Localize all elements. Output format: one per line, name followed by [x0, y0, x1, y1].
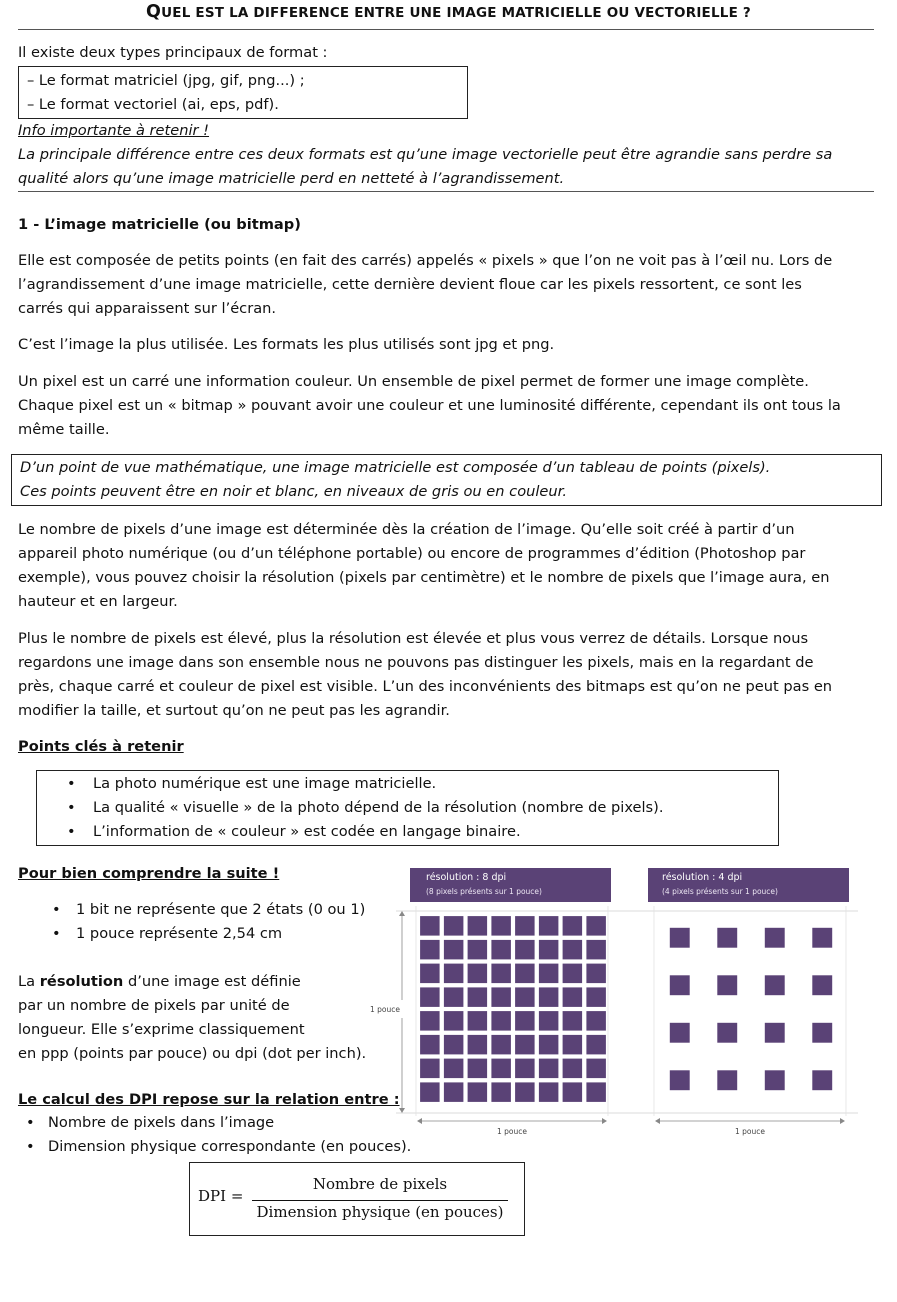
pixel-square	[717, 1070, 737, 1090]
section-heading: 1 - L’image matricielle (ou bitmap)	[18, 216, 301, 233]
pixel-square	[539, 916, 559, 936]
pixel-square	[539, 1082, 559, 1102]
resolution-line: longueur. Elle s’exprime classiquement	[18, 1021, 305, 1038]
pixel-square	[515, 1059, 535, 1079]
pixel-square	[563, 916, 583, 936]
pixel-square	[563, 1082, 583, 1102]
dimension-label: 1 pouce	[370, 1005, 400, 1014]
pixel-square	[539, 940, 559, 960]
paragraph-line: Le nombre de pixels d’une image est déterminée dès la création de l’image. Qu’elle soit créé à partir d’un	[18, 521, 795, 538]
pixel-square	[717, 1023, 737, 1043]
pixel-square	[444, 1059, 464, 1079]
pixel-square	[515, 1082, 535, 1102]
pixel-square	[444, 1035, 464, 1055]
key-points-heading: Points clés à retenir	[18, 738, 184, 755]
pixel-square	[420, 940, 440, 960]
pixel-square	[491, 1082, 511, 1102]
pixel-square	[515, 916, 535, 936]
calc-item: • Nombre de pixels dans l’image	[18, 1111, 411, 1135]
pixel-square	[515, 987, 535, 1007]
pixel-square	[586, 964, 606, 984]
pixel-square	[444, 940, 464, 960]
pixel-square	[563, 1059, 583, 1079]
pixel-grid-8dpi	[420, 916, 606, 1102]
pixel-square	[491, 964, 511, 984]
title-divider	[18, 29, 874, 30]
pixel-square	[586, 987, 606, 1007]
pixel-square	[468, 1059, 488, 1079]
pixel-square	[670, 975, 690, 995]
pixel-square	[515, 1011, 535, 1031]
arrow-head	[417, 1118, 422, 1124]
fraction-bar	[252, 1200, 508, 1201]
pixel-square	[586, 1011, 606, 1031]
pixel-square	[468, 1011, 488, 1031]
formula-lhs: DPI =	[198, 1187, 244, 1205]
paragraph-line: appareil photo numérique (ou d’un téléphone portable) ou encore de programmes d’édition (Photoshop par	[18, 545, 806, 562]
pixel-square	[515, 964, 535, 984]
resolution-line: La résolution d’une image est définie	[18, 973, 301, 990]
paragraph-line: Elle est composée de petits points (en fait des carrés) appelés « pixels » que l’on ne voit pas à l’œil nu. Lors de	[18, 252, 833, 269]
panel-title: résolution : 4 dpi	[662, 872, 743, 883]
pixel-square	[491, 940, 511, 960]
paragraph-line: l’agrandissement d’une image matricielle, cette dernière devient floue car les pixels ressortent, ce sont les	[18, 276, 802, 293]
key-points-list	[37, 771, 778, 844]
key-point-item: • L’information de « couleur » est codée en langage binaire.	[37, 820, 778, 844]
pixel-square	[420, 987, 440, 1007]
pixel-square	[420, 1035, 440, 1055]
pixel-square	[444, 964, 464, 984]
pixel-square	[444, 987, 464, 1007]
math-definition-box	[11, 454, 882, 506]
paragraph-line: Chaque pixel est un « bitmap » pouvant avoir une couleur et une luminosité différente, cependant ils ont tous la	[18, 397, 841, 414]
pixel-square	[765, 1023, 785, 1043]
pixel-square	[586, 940, 606, 960]
panel-title: résolution : 8 dpi	[426, 872, 507, 883]
paragraph-line: C’est l’image la plus utilisée. Les formats les plus utilisés sont jpg et png.	[18, 336, 555, 353]
pixel-square	[586, 916, 606, 936]
key-point-item: • La qualité « visuelle » de la photo dépend de la résolution (nombre de pixels).	[37, 796, 778, 820]
panel-subtitle: (8 pixels présents sur 1 pouce)	[426, 887, 542, 896]
dimension-label: 1 pouce	[735, 1127, 765, 1136]
pixel-square	[586, 1035, 606, 1055]
pixel-square	[586, 1082, 606, 1102]
dpi-formula-box	[189, 1162, 525, 1236]
understand-item: • 1 pouce représente 2,54 cm	[18, 922, 365, 946]
pixel-square	[812, 1070, 832, 1090]
formats-box	[18, 66, 468, 119]
paragraph-line: regardons une image dans son ensemble nous ne pouvons pas distinguer les pixels, mais en la regardant de	[18, 654, 814, 671]
pixel-square	[420, 1059, 440, 1079]
pixel-square	[717, 928, 737, 948]
info-line: La principale différence entre ces deux formats est qu’une image vectorielle peut être agrandie sans perdre sa	[18, 146, 833, 163]
resolution-figure	[356, 866, 862, 1138]
pixel-square	[563, 964, 583, 984]
format-vector: – Le format vectoriel (ai, eps, pdf).	[27, 96, 279, 113]
pixel-square	[563, 1011, 583, 1031]
pixel-square	[563, 1035, 583, 1055]
pixel-square	[468, 1082, 488, 1102]
key-point-item: • La photo numérique est une image matricielle.	[37, 772, 778, 796]
dimension-label: 1 pouce	[497, 1127, 527, 1136]
pixel-square	[491, 916, 511, 936]
arrow-head	[602, 1118, 607, 1124]
pixel-square	[539, 1011, 559, 1031]
resolution-line: en ppp (points par pouce) ou dpi (dot per inch).	[18, 1045, 367, 1062]
pixel-square	[717, 975, 737, 995]
pixel-square	[563, 940, 583, 960]
pixel-square	[812, 928, 832, 948]
formula-numerator: Nombre de pixels	[312, 1175, 448, 1193]
math-line: D’un point de vue mathématique, une image matricielle est composée d’un tableau de points (pixels).	[20, 459, 771, 476]
paragraph-line: modifier la taille, et surtout qu’on ne peut pas les agrandir.	[18, 702, 450, 719]
paragraph-line: hauteur et en largeur.	[18, 593, 178, 610]
arrow-head	[399, 911, 405, 916]
pixel-square	[491, 1011, 511, 1031]
pixel-square	[420, 1011, 440, 1031]
pixel-square	[670, 1023, 690, 1043]
resolution-line: par un nombre de pixels par unité de	[18, 997, 290, 1014]
understand-item: • 1 bit ne représente que 2 états (0 ou 1)	[18, 898, 365, 922]
pixel-square	[468, 940, 488, 960]
pixel-square	[539, 987, 559, 1007]
pixel-square	[812, 975, 832, 995]
pixel-square	[670, 928, 690, 948]
pixel-square	[468, 964, 488, 984]
pixel-square	[444, 916, 464, 936]
pixel-square	[444, 1082, 464, 1102]
pixel-grid-4dpi	[670, 928, 832, 1090]
arrow-head	[399, 1108, 405, 1113]
pixel-square	[586, 1059, 606, 1079]
pixel-square	[539, 964, 559, 984]
understand-list	[18, 898, 365, 946]
pixel-square	[515, 940, 535, 960]
pixel-square	[812, 1023, 832, 1043]
pixel-square	[420, 916, 440, 936]
pixel-square	[444, 1011, 464, 1031]
paragraph-line: carrés qui apparaissent sur l’écran.	[18, 300, 277, 317]
info-label: Info importante à retenir !	[18, 122, 210, 139]
paragraph-line: Plus le nombre de pixels est élevé, plus la résolution est élevée et plus vous verrez de détails. Lorsque nous	[18, 630, 809, 647]
arrow-head	[655, 1118, 660, 1124]
intro-text: Il existe deux types principaux de format :	[18, 44, 328, 61]
pixel-square	[491, 1035, 511, 1055]
pixel-square	[670, 1070, 690, 1090]
format-raster: – Le format matriciel (jpg, gif, png...) ;	[27, 72, 305, 89]
info-line: qualité alors qu’une image matricielle perd en netteté à l’agrandissement.	[18, 170, 565, 187]
paragraph-line: même taille.	[18, 421, 110, 438]
pixel-square	[515, 1035, 535, 1055]
info-divider	[18, 191, 874, 192]
pixel-square	[468, 987, 488, 1007]
pixel-square	[563, 987, 583, 1007]
understand-heading: Pour bien comprendre la suite !	[18, 865, 280, 882]
pixel-square	[468, 1035, 488, 1055]
pixel-square	[420, 1082, 440, 1102]
pixel-square	[468, 916, 488, 936]
pixel-square	[491, 1059, 511, 1079]
math-line: Ces points peuvent être en noir et blanc, en niveaux de gris ou en couleur.	[20, 483, 567, 500]
pixel-square	[539, 1059, 559, 1079]
pixel-square	[765, 928, 785, 948]
page-title: QUEL EST LA DIFFERENCE ENTRE UNE IMAGE MATRICIELLE OU VECTORIELLE ?	[146, 2, 751, 22]
paragraph-line: près, chaque carré et couleur de pixel est visible. L’un des inconvénients des bitmaps est qu’on ne peut pas en	[18, 678, 833, 695]
pixel-square	[420, 964, 440, 984]
key-points-box	[36, 770, 779, 846]
pixel-square	[491, 987, 511, 1007]
calc-heading: Le calcul des DPI repose sur la relation entre :	[18, 1091, 400, 1108]
pixel-square	[539, 1035, 559, 1055]
paragraph-line: Un pixel est un carré une information couleur. Un ensemble de pixel permet de former une image complète.	[18, 373, 809, 390]
formula-denominator: Dimension physique (en pouces)	[256, 1203, 504, 1221]
calc-item: • Dimension physique correspondante (en pouces).	[18, 1135, 411, 1159]
arrow-head	[840, 1118, 845, 1124]
panel-subtitle: (4 pixels présents sur 1 pouce)	[662, 887, 778, 896]
pixel-square	[765, 975, 785, 995]
pixel-square	[765, 1070, 785, 1090]
calc-list	[18, 1111, 411, 1159]
paragraph-line: exemple), vous pouvez choisir la résolution (pixels par centimètre) et le nombre de pixels que l’image aura, en	[18, 569, 830, 586]
